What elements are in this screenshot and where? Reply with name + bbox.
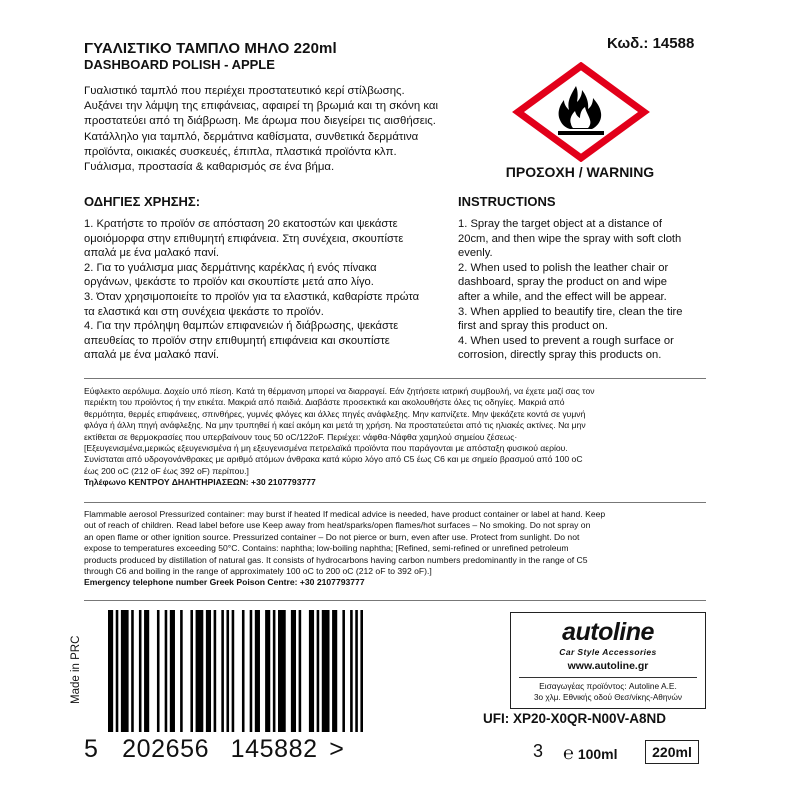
instruction-line: first and spray this product on. xyxy=(458,320,608,333)
brand-tagline: Car Style Accessories xyxy=(559,647,657,657)
hazard-line: φλόγα ή άλλη πηγή ανάφλεξης. Να μην τρυπηθεί ή καεί ακόμη και μετά τη χρήση. Να προστατεύεται από τις ηλιακές ακτίνες. Να μην xyxy=(84,420,586,431)
hazard-line: εκτίθεται σε θερμοκρασίες που υπερβαίνουν τους 50 oC/122oF. Περιέχει: νάφθα·Νάφθα χαμηλού σημείου ζέσεως· xyxy=(84,431,518,442)
description-line: Αυξάνει την λάμψη της επιφάνειας, αφαιρεί τη βρωμιά και τη σκόνη και xyxy=(84,100,439,113)
description-line: προϊόντα, οικιακές συσκευές, έπιπλα, πλαστικά προϊόντα κλπ. xyxy=(84,145,397,158)
instruction-line: 3. Όταν χρησιμοποιείτε το προϊόν για τα ελαστικά, καθαρίστε πρώτα xyxy=(84,290,420,303)
brand-box xyxy=(510,612,706,709)
divider xyxy=(84,600,706,601)
instruction-line: 1. Spray the target object at a distance of xyxy=(458,218,662,230)
hazard-statements-greek xyxy=(84,386,706,489)
flame-ghs-icon xyxy=(510,62,652,162)
product-description xyxy=(84,84,464,175)
hazard-line: περιέκτη του προϊόντος ή την ετικέτα. Μακριά από παιδιά. Διαβάστε προσεκτικά και ακολουθήστε όλες τις οδηγίες. Μακριά από xyxy=(84,397,565,408)
instruction-line: απευθείας το προϊόν στην επιθυμητή επιφάνεια και σκουπίστε xyxy=(84,334,390,347)
recycle-mark: 3 xyxy=(533,741,544,761)
barcode-digit-group: 202656 xyxy=(122,735,210,763)
divider xyxy=(84,502,706,503)
gross-volume-badge: 220ml xyxy=(645,740,699,764)
instructions-greek xyxy=(84,217,444,363)
instruction-line: after a while, and the effect will be appear. xyxy=(458,290,667,303)
description-line: Κατάλληλο για ταμπλό, δερμάτινα καθίσματα, συνθετικά δερμάτινα xyxy=(84,130,419,143)
barcode-image xyxy=(108,610,363,732)
net-volume-value: 100ml xyxy=(577,746,618,762)
barcode-digit-group: > xyxy=(329,735,345,763)
instruction-line: απαλά με ένα μαλακό πανί. xyxy=(84,247,220,260)
instruction-line: 3. When applied to beautify tire, clean the tire xyxy=(458,305,683,318)
divider xyxy=(519,677,697,678)
description-line: Γυαλιστικό ταμπλό που περιέχει προστατευτικό κερί στίλβωσης. xyxy=(84,85,405,97)
hazard-line: an open flame or other ignition source. Pressurized container – Do not pierce or burn, even after use. Protect from sunlight. Do not xyxy=(84,531,580,542)
hazard-line: products produced by distillation of natural gas. It consists of hydrocarbons having carbon numbers predominantly in the range of C5 xyxy=(84,554,588,565)
barcode-digit-group: 5 xyxy=(84,735,99,763)
instruction-line: ομοιόμορφα στην επιθυμητή επιφάνεια. Στη συνέχεια, σκουπίστε xyxy=(84,232,404,245)
hazard-line: θερμότητα, θερμές επιφάνειες, σπινθήρες, γυμνές φλόγες και άλλες πηγές ανάφλεξης. Μην καπνίζετε. Μην ψεκάζετε κοντά σε γυμνή xyxy=(84,408,586,419)
hazard-statements-english xyxy=(84,509,706,589)
instruction-line: 1. Κρατήστε το προϊόν σε απόσταση 20 εκατοστών και ψεκάστε xyxy=(84,218,398,230)
instruction-line: corrosion, directly spray this products on. xyxy=(458,349,662,362)
instruction-line: οργάνων, ψεκάστε το προϊόν και σκουπίστε μετά απο λίγο. xyxy=(84,276,374,289)
barcode-number xyxy=(84,735,346,764)
hazard-line: through C6 and boiling in the range of approximately 100 oC to 200 oC (212 oF to 392 oF).] xyxy=(84,566,432,577)
instructions-heading-greek: ΟΔΗΓΙΕΣ ΧΡΗΣΗΣ: xyxy=(84,194,201,209)
instruction-line: evenly. xyxy=(458,247,493,260)
instruction-line: 20cm, and then wipe the spray with soft cloth xyxy=(458,232,682,245)
brand-url: www.autoline.gr xyxy=(567,660,649,672)
instruction-line: 2. When used to polish the leather chair or xyxy=(458,261,669,274)
product-code: Κωδ.: 14588 xyxy=(607,35,695,52)
importer-info: Εισαγωγέας προϊόντος: Autoline A.E. xyxy=(539,681,677,691)
hazard-line: expose to temperatures exceeding 50°C. Contains: naphtha; low-boiling naphtha; [Refined, semi-refined or unrefined petroleum xyxy=(84,543,569,554)
description-line: προστατεύει από τη διάβρωση. Με άρωμα που διεγείρει τις αισθήσεις. xyxy=(84,115,436,128)
instruction-line: 4. Για την πρόληψη θαμπών επιφανειών ή διάβρωσης, ψεκάστε xyxy=(84,320,399,333)
description-line: Γυάλισμα, προστασία & καθαρισμός σε ένα βήμα. xyxy=(84,161,335,174)
instructions-heading-english: INSTRUCTIONS xyxy=(458,194,556,209)
divider xyxy=(84,378,706,379)
product-title-greek: ΓΥΑΛΙΣΤΙΚΟ ΤΑΜΠΛΟ ΜΗΛΟ 220ml xyxy=(84,40,337,57)
instruction-line: 2. Για το γυάλισμα μιας δερμάτινης καρέκλας ή ενός πίνακα xyxy=(84,261,377,274)
emergency-phone-greek: Τηλέφωνο ΚΕΝΤΡΟΥ ΔΗΛΗΤΗΡΙΑΣΕΩΝ: +30 2107793777 xyxy=(84,477,316,488)
hazard-line: [Εξευγενισμένα,μερικώς εξευγενισμένα ή μη εξευγενισμένα πετρελαϊκά προϊόντα που παράγονται με απόσταξη φυσικού αερίου. xyxy=(84,443,568,454)
importer-address: 3ο χλμ. Εθνικής οδού Θεσ/νίκης-Αθηνών xyxy=(534,693,682,702)
hazard-line: Flammable aerosol Pressurized container: may burst if heated If medical advice is needed, have product container or label at hand. Keep xyxy=(84,509,606,519)
hazard-line: έως 200 oC (212 oF έως 392 oF) περίπου.] xyxy=(84,465,249,476)
signal-word: ΠΡΟΣΟΧΗ / WARNING xyxy=(505,164,655,180)
emergency-phone-english: Emergency telephone number Greek Poison Centre: +30 2107793777 xyxy=(84,577,365,588)
hazard-line: out of reach of children. Read label before use Keep away from heat/sparks/open flames/hot surfaces – No smoking. Do not spray on xyxy=(84,520,591,531)
instruction-line: τα ελαστικά και στη συνέχεια ψεκάστε το προϊόν. xyxy=(84,305,324,318)
instructions-english xyxy=(458,217,708,363)
net-volume xyxy=(563,743,618,764)
barcode-digit-group: 145882 xyxy=(230,735,318,763)
autoline-logo: autoline xyxy=(562,618,654,646)
hazard-line: Εύφλεκτο αερόλυμα. Δοχείο υπό πίεση. Κατά τη θέρμανση μπορεί να διαρραγεί. Εάν ζητήσετε ιατρική συμβουλή, να έχετε μαζί σας τον xyxy=(84,386,595,396)
instruction-line: dashboard, spray the product on and wipe xyxy=(458,276,667,289)
ufi-code: UFI: XP20-X0QR-N00V-A8ND xyxy=(483,711,667,726)
estimated-sign-icon: ℮ xyxy=(563,743,574,763)
hazard-line: Συνίσταται από υδρογονάνθρακες με αριθμό ατόμων άνθρακα κατά κύριο λόγο από C5 έως C6 και με σημείο βρασμού από 100 oC xyxy=(84,454,583,465)
product-title-english: DASHBOARD POLISH - APPLE xyxy=(84,57,275,72)
origin-label: Made in PRC xyxy=(70,635,82,704)
instruction-line: απαλά με ένα μαλακό πανί. xyxy=(84,349,220,362)
instruction-line: 4. When used to prevent a rough surface or xyxy=(458,334,674,347)
